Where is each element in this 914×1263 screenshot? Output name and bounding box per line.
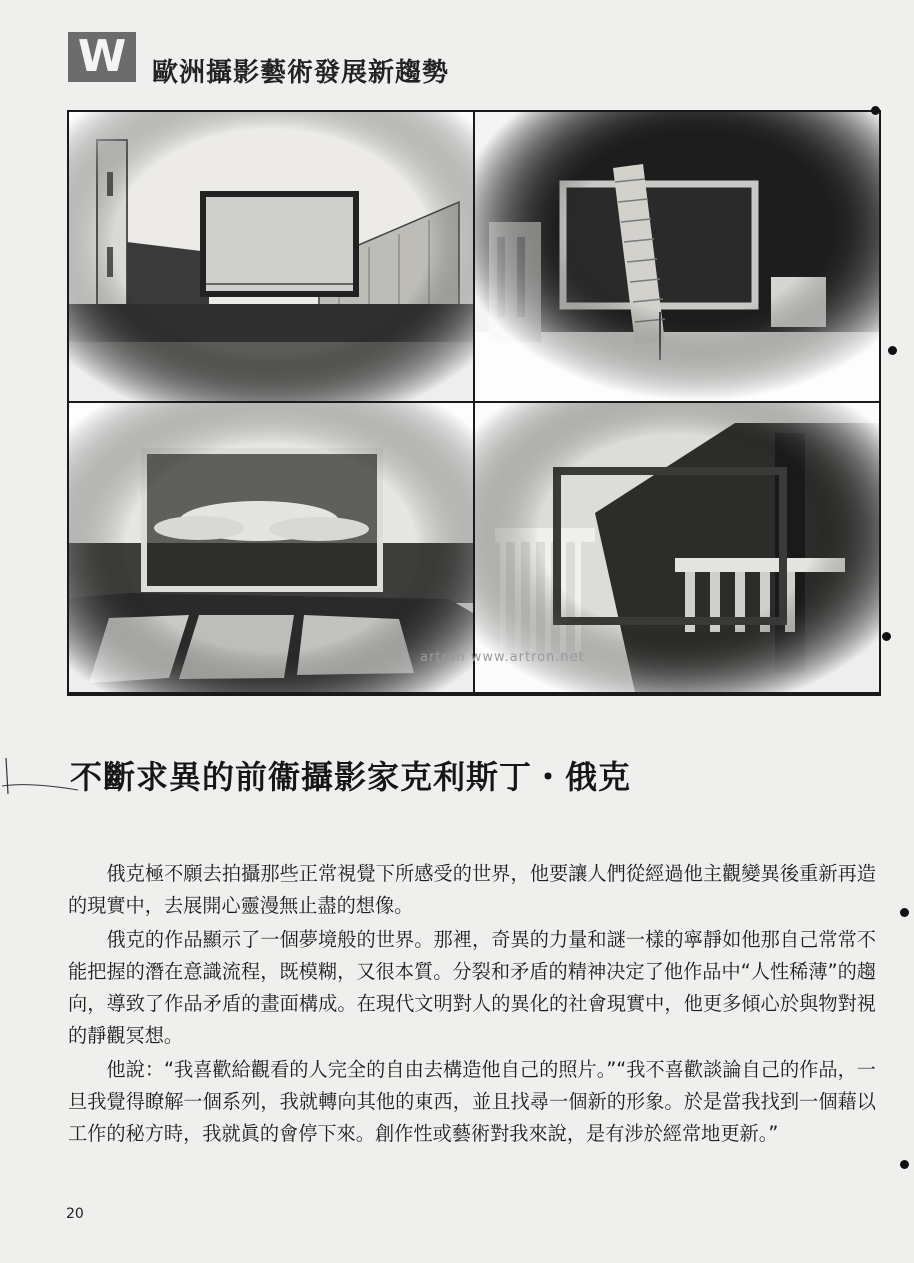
article-title: 不斷求異的前衞攝影家克利斯丁・俄克 [70, 758, 632, 796]
section-title: 歐洲攝影藝術發展新趨勢 [152, 58, 450, 88]
page-number: 20 [66, 1206, 84, 1222]
binding-hole [871, 106, 880, 115]
photo-clouds-on-car [69, 403, 473, 692]
photo-frame-courtyard [69, 112, 473, 401]
binding-hole [900, 908, 909, 917]
watermark: artron www.artron.net [420, 650, 585, 665]
photo-staircase-frame [475, 403, 879, 692]
margin-pen-mark [0, 756, 80, 796]
photo-leaning-tower [475, 112, 879, 401]
binding-hole [900, 1160, 909, 1169]
body-paragraph: 他說：“我喜歡給觀看的人完全的自由去構造他自己的照片。”“我不喜歡談論自己的作品，一旦我覺得瞭解一個系列，我就轉向其他的東西，並且找尋一個新的形象。於是當我找到一個藉以工作的秘方時，我就眞的會停下來。創作性或藝術對我來說，是有涉於經常地更新。” [68, 1058, 876, 1145]
body-paragraph: 俄克的作品顯示了一個夢境般的世界。那裡，奇異的力量和謎一樣的寧靜如他那自己常常不能把握的潛在意識流程，既模糊，又很本質。分裂和矛盾的精神决定了他作品中“人性稀薄”的趨向，導致了作品矛盾的畫面構成。在現代文明對人的異化的社會現實中，他更多傾心於與物對視的靜觀冥想。 [68, 928, 876, 1047]
binding-hole [888, 346, 897, 355]
article-body [68, 858, 876, 1152]
body-paragraph: 俄克極不願去拍攝那些正常視覺下所感受的世界，他要讓人們從經過他主觀變異後重新再造的現實中，去展開心靈漫無止盡的想像。 [68, 862, 876, 917]
photo-grid [67, 110, 881, 696]
section-logo: W [68, 32, 136, 82]
binding-hole [882, 632, 891, 641]
